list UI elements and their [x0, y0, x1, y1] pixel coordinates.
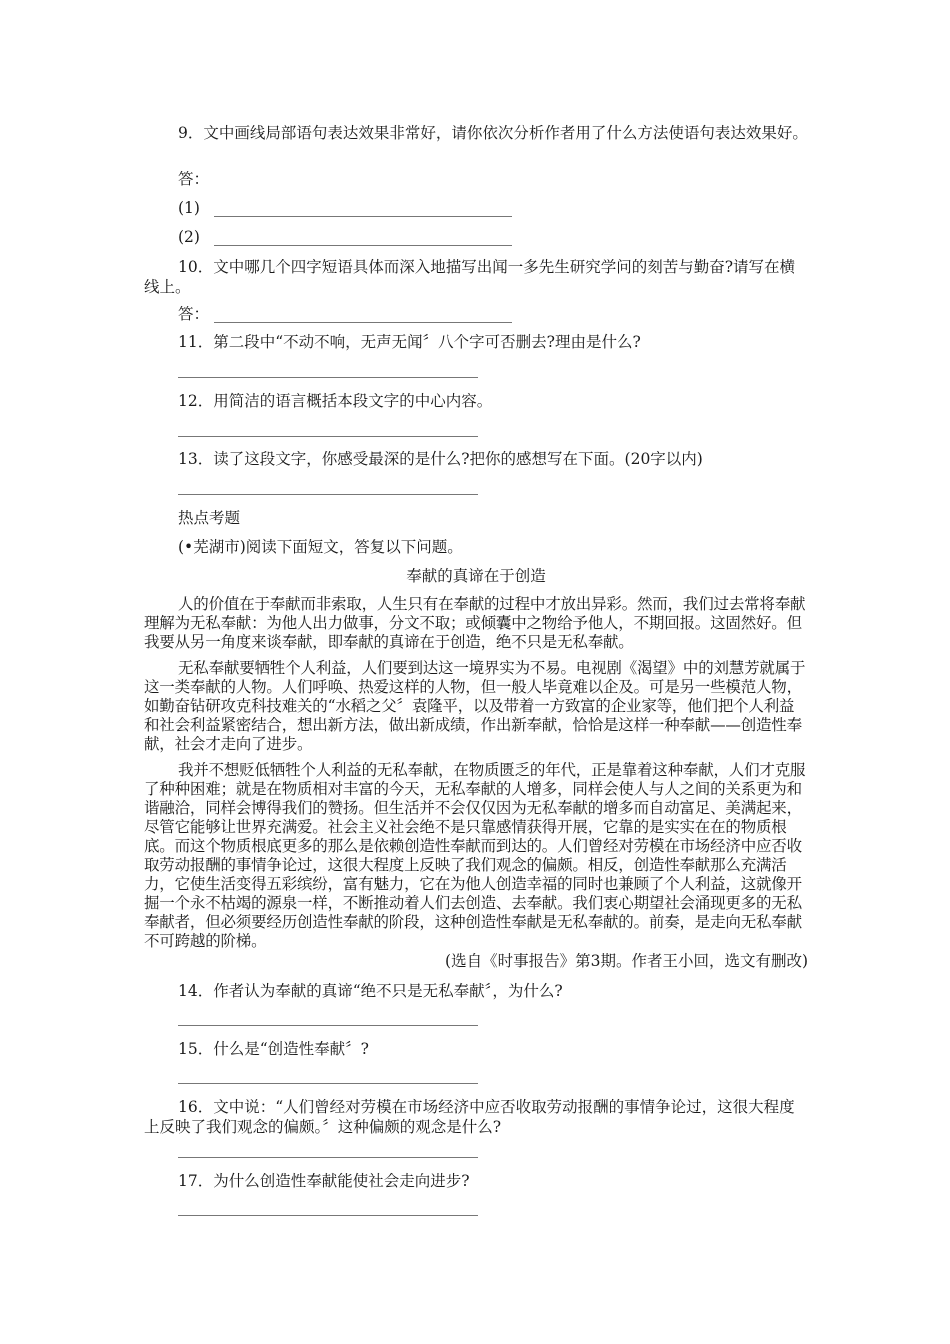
question-15: 15．什么是“创造性奉献〞?	[178, 1040, 369, 1058]
answer-line-16[interactable]	[178, 1157, 478, 1158]
question-17: 17．为什么创造性奉献能使社会走向进步?	[178, 1172, 470, 1190]
question-11: 11．第二段中“不动不响，无声无闻〞八个字可否删去?理由是什么?	[178, 333, 641, 351]
answer-label-10: 答：	[178, 305, 210, 323]
answer-line-15[interactable]	[178, 1083, 478, 1084]
section-intro: (•芜湖市)阅读下面短文，答复以下问题。	[178, 538, 463, 556]
article-paragraph-2: 无私奉献要牺牲个人利益，人们要到达这一境界实为不易。电视剧《渴望》中的刘慧芳就属于这一类奉献的人物。人们呼唤、热爱这样的人物，但一般人毕竟难以企及。可是另一些模范人物，如勤奋钻研攻克科技难关的“水稻之父〞袁隆平，以及带着一方致富的企业家等，他们把个人利益和社会利益紧密结合，想出新方法，做出新成绩，作出新奉献，恰恰是这样一种奉献——创造性奉献，社会才走向了进步。	[144, 659, 806, 753]
answer-line-11[interactable]	[178, 377, 478, 378]
article-paragraph-1: 人的价值在于奉献而非索取，人生只有在奉献的过程中才放出异彩。然而，我们过去常将奉献理解为无私奉献：为他人出力做事，分文不取；或倾囊中之物给予他人，不期回报。这固然好。但我要从另一角度来谈奉献，即奉献的真谛在于创造，绝不只是无私奉献。	[144, 595, 806, 651]
question-16: 16．文中说：“人们曾经对劳模在市场经济中应否收取劳动报酬的事情争论过，这很大程度上反映了我们观念的偏颇。〞这种偏颇的观念是什么?	[144, 1098, 795, 1136]
answer-line-17[interactable]	[178, 1215, 478, 1216]
question-10: 10．文中哪几个四字短语具体而深入地描写出闻一多先生研究学问的刻苦与勤奋?请写在横线上。	[144, 258, 796, 296]
question-13: 13．读了这段文字，你感受最深的是什么?把你的感想写在下面。(20字以内)	[178, 450, 703, 468]
answer-line-10[interactable]	[214, 322, 512, 323]
answer-line-9-1[interactable]	[214, 216, 512, 217]
answer-item-1	[144, 198, 808, 218]
answer-line-12[interactable]	[178, 436, 478, 437]
article-title: 奉献的真谛在于创造	[406, 567, 546, 585]
item-number-2: (2)	[178, 228, 200, 246]
article-source: (选自《时事报告》第3期。作者王小回，选文有删改)	[445, 952, 808, 970]
answer-line-13[interactable]	[178, 494, 478, 495]
article-paragraph-3: 我并不想贬低牺牲个人利益的无私奉献，在物质匮乏的年代，正是靠着这种奉献，人们才克服了种种困难；就是在物质相对丰富的今天，无私奉献的人增多，同样会使人与人之间的关系更为和谐融洽，同样会博得我们的赞扬。但生活并不会仅仅因为无私奉献的增多而自动富足、美满起来，尽管它能够让世界充满爱。社会主义社会绝不是只靠感情获得开展，它靠的是实实在在的物质根底。而这个物质根底更多的那么是依赖创造性奉献而到达的。人们曾经对劳模在市场经济中应否收取劳动报酬的事情争论过，这很大程度上反映了我们观念的偏颇。相反，创造性奉献那么充满活力，它使生活变得五彩缤纷，富有魅力，它在为他人创造幸福的同时也兼顾了个人利益，这就像开掘一个永不枯竭的源泉一样，不断推动着人们去创造、去奉献。我们衷心期望社会涌现更多的无私奉献者，但必须要经历创造性奉献的阶段，这种创造性奉献是无私奉献的。前奏，是走向无私奉献不可跨越的阶梯。	[144, 761, 806, 950]
answer-line-14[interactable]	[178, 1025, 478, 1026]
answer-line-9-2[interactable]	[214, 245, 512, 246]
section-heading: 热点考题	[178, 509, 241, 527]
answer-label-9: 答：	[178, 170, 210, 188]
question-14: 14．作者认为奉献的真谛“绝不只是无私奉献〞，为什么?	[178, 982, 563, 1000]
answer-item-2	[144, 227, 808, 247]
question-12: 12．用简洁的语言概括本段文字的中心内容。	[178, 392, 493, 410]
item-number-1: (1)	[178, 199, 200, 217]
question-9: 9．文中画线局部语句表达效果非常好，请你依次分析作者用了什么方法使语句表达效果好。	[178, 124, 808, 142]
